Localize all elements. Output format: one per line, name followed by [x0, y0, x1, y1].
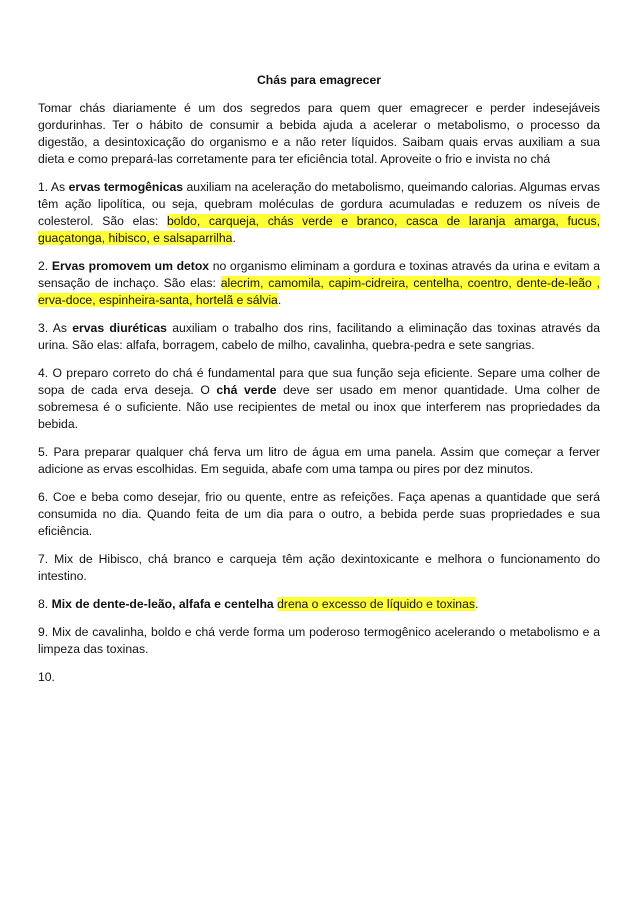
paragraph-2-end: . [277, 293, 282, 307]
paragraph-8-highlight: drena o excesso de líquido e toxinas [277, 597, 475, 611]
paragraph-2-highlight: alecrim, camomila, capim-cidreira, centelha, coentro, dente-de-leão , erva-doce, espinheira-santa, hortelã e sálvia [38, 276, 600, 307]
document-title: Chás para emagrecer [257, 73, 381, 87]
paragraph-8 [38, 596, 600, 613]
paragraph-4 [38, 365, 600, 433]
paragraph-10: 10. [38, 670, 55, 684]
intro-paragraph: Tomar chás diariamente é um dos segredos para quem quer emagrecer e perder indesejáveis gordurinhas. Ter o hábito de consumir a bebida ajuda a acelerar o metabolismo, o processo da digestão, a desintoxicação do organismo e a não reter líquidos. Saibam quais ervas auxiliam a sua dieta e como prepará-las corretamente para ter eficiência total. Aproveite o frio e invista no chá [38, 101, 600, 166]
paragraph-5: 5. Para preparar qualquer chá ferva um litro de água em uma panela. Assim que começar a ferver adicione as ervas escolhidas. Em seguida, abafe com uma tampa ou pires por dez minutos. [38, 445, 600, 476]
paragraph-1-number: 1. As [38, 180, 69, 194]
paragraph-8-bold: Mix de dente-de-leão, alfafa e centelha [51, 597, 274, 611]
paragraph-8-end: . [474, 597, 479, 611]
paragraph-1-text: auxiliam na aceleração do metabolismo, queimando calorias. Algumas ervas têm ação lipolítica, ou seja, quebram moléculas de gordura acumuladas e reduzem os níveis de colesterol. São elas: [38, 180, 600, 228]
paragraph-1-bold: ervas termogênicas [68, 180, 184, 194]
paragraph-1 [38, 179, 600, 247]
paragraph-3-bold: ervas diuréticas [72, 321, 167, 335]
paragraph-8-number: 8. [38, 597, 52, 611]
document-page [38, 72, 600, 697]
paragraph-2-text: no organismo eliminam a gordura e toxinas através da urina e evitam a sensação de inchaço. São elas: [38, 259, 600, 290]
paragraph-3 [38, 320, 600, 354]
paragraph-6: 6. Coe e beba como desejar, frio ou quente, entre as refeições. Faça apenas a quantidade que será consumida no dia. Quando feita de um dia para o outro, a bebida perde suas propriedades e sua eficiência. [38, 490, 600, 538]
paragraph-2-bold: Ervas promovem um detox [51, 259, 210, 273]
paragraph-7: 7. Mix de Hibisco, chá branco e carqueja têm ação dexintoxicante e melhora o funcionamento do intestino. [38, 552, 600, 583]
paragraph-2 [38, 258, 600, 309]
paragraph-4-bold: chá verde [216, 383, 277, 397]
paragraph-3-number: 3. As [38, 321, 73, 335]
paragraph-3-text: auxiliam o trabalho dos rins, facilitando a eliminação das toxinas através da urina. São elas: alfafa, borragem, cabelo de milho, cavalinha, quebra-pedra e sete sangrias. [38, 321, 600, 352]
paragraph-4-text-1: 4. O preparo correto do chá é fundamental para que sua função seja eficiente. Separe uma colher de sopa de cada erva deseja. O [38, 366, 600, 397]
paragraph-9: 9. Mix de cavalinha, boldo e chá verde forma um poderoso termogênico acelerando o metabolismo e a limpeza das toxinas. [38, 625, 600, 656]
paragraph-1-highlight: boldo, carqueja, chás verde e branco, casca de laranja amarga, fucus, guaçatonga, hibisco, e salsaparrilha [38, 214, 600, 245]
paragraph-1-end: . [232, 231, 236, 245]
paragraph-4-text-2: deve ser usado em menor quantidade. Uma colher de sobremesa é o suficiente. Não use recipientes de metal ou inox que interferem nas propriedades da bebida. [38, 383, 600, 431]
paragraph-2-number: 2. [38, 259, 52, 273]
